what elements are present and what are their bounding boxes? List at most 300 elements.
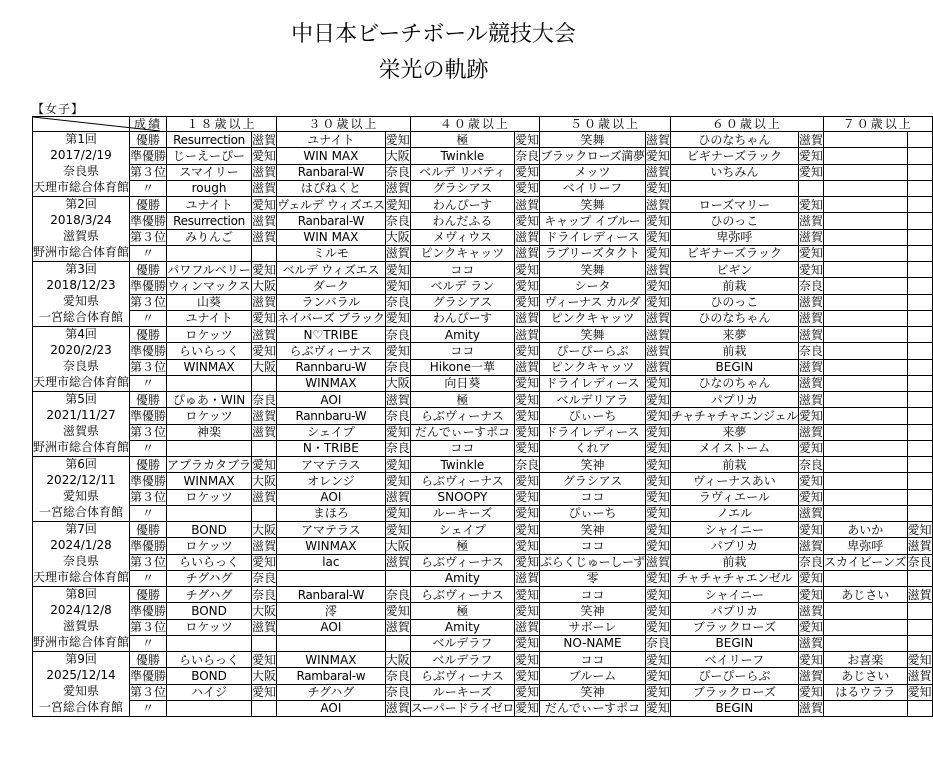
rank-cell: 準優勝 [130, 213, 167, 228]
team-prefecture [907, 245, 932, 261]
meet-prefecture: 奈良県 [63, 554, 100, 568]
team-name: ユナイト [167, 310, 252, 326]
meet-date: 2022/12/11 [46, 473, 116, 487]
team-name [823, 164, 907, 180]
team-name: BOND [167, 668, 252, 684]
team-name: 極 [410, 538, 514, 554]
team-name: ぴぃーち [540, 505, 646, 521]
rank-cell: 〃 [130, 180, 167, 196]
meet-number: 第4回 [65, 327, 97, 341]
team-prefecture: 愛知 [645, 457, 670, 472]
rank-cell: 〃 [130, 635, 167, 651]
team-name [167, 245, 252, 261]
result-row [33, 343, 933, 359]
team-name: ブルーム [540, 668, 646, 684]
team-prefecture: 滋賀 [385, 620, 410, 635]
team-prefecture: 愛知 [645, 587, 670, 602]
team-name [823, 489, 907, 505]
team-name: AOI [277, 700, 386, 716]
result-row [33, 700, 933, 716]
team-prefecture: 滋賀 [798, 311, 823, 326]
team-name: 零 [540, 570, 646, 586]
team-prefecture [907, 262, 932, 278]
team-name: Ranbaral-W [277, 587, 386, 603]
team-name: 笑神 [540, 684, 646, 700]
team-name: ピンクキャッツ [410, 245, 514, 261]
team-name: Twinkle [410, 457, 514, 473]
team-name: スカイビーンズ [823, 555, 907, 570]
team-prefecture: 愛知 [645, 408, 670, 423]
result-row [33, 310, 933, 326]
meet-number: 第9回 [65, 652, 97, 666]
team-prefecture: 愛知 [515, 213, 540, 228]
team-name: 笑舞 [540, 327, 646, 343]
team-prefecture: 愛知 [515, 181, 540, 196]
result-row [33, 652, 933, 668]
team-name: ぴぃーち [540, 408, 646, 424]
meet-number: 第8回 [65, 587, 97, 601]
team-name: 卑弥呼 [670, 229, 798, 245]
team-prefecture [907, 359, 932, 375]
team-name: スマイリー [167, 164, 252, 180]
team-name: らぶヴィーナス [410, 554, 514, 570]
team-name [823, 229, 907, 245]
team-prefecture: 愛知 [798, 197, 823, 212]
team-prefecture: 愛知 [515, 555, 540, 570]
team-name: ぴーぴーらぶ [670, 668, 798, 684]
team-prefecture: 大阪 [252, 522, 277, 537]
meet-prefecture: 愛知県 [63, 489, 100, 503]
header-row [33, 117, 933, 132]
team-name: WINMAX [167, 359, 252, 375]
team-prefecture: 愛知 [798, 408, 823, 423]
meet-info [33, 392, 130, 457]
team-name [167, 505, 252, 521]
team-name [823, 278, 907, 294]
team-prefecture: 滋賀 [515, 620, 540, 635]
header-age-4: ５０歳以上 [540, 117, 671, 132]
team-prefecture: 愛知 [252, 685, 277, 700]
team-name: らぶヴィーナス [410, 668, 514, 684]
team-name: ユナイト [277, 132, 386, 148]
meet-number: 第2回 [65, 197, 97, 211]
team-prefecture: 愛知 [252, 652, 277, 667]
team-prefecture: 愛知 [515, 473, 540, 488]
team-prefecture: 愛知 [385, 603, 410, 618]
team-prefecture: 愛知 [645, 668, 670, 683]
team-prefecture [907, 473, 932, 489]
team-prefecture [907, 440, 932, 456]
rank-cell: 準優勝 [130, 408, 167, 423]
team-prefecture: 滋賀 [798, 360, 823, 375]
meet-info [33, 457, 130, 522]
team-prefecture: 愛知 [645, 685, 670, 700]
meet-info [33, 327, 130, 392]
result-row [33, 522, 933, 538]
meet-date: 2024/12/8 [50, 603, 112, 617]
team-prefecture: 愛知 [645, 376, 670, 391]
result-row [33, 180, 933, 196]
team-prefecture: 滋賀 [252, 425, 277, 440]
team-name [277, 570, 386, 586]
team-name: Amity [410, 619, 514, 635]
diagonal-line [33, 117, 160, 131]
team-name: スーパードライゼロ [410, 701, 515, 716]
team-prefecture [907, 213, 932, 229]
team-name: ココ [540, 652, 646, 668]
rank-cell: 準優勝 [130, 538, 167, 553]
rank-cell: 第３位 [130, 360, 167, 375]
team-name: ドライレディース [540, 424, 646, 440]
team-prefecture: 愛知 [385, 506, 410, 521]
team-prefecture [907, 489, 932, 505]
team-prefecture: 滋賀 [515, 327, 540, 342]
meet-info [33, 132, 130, 197]
header-age-2: ３０歳以上 [277, 117, 411, 132]
meet-date: 2021/11/27 [46, 408, 116, 422]
team-prefecture: 奈良 [798, 555, 823, 570]
team-name: ミルモ [277, 245, 386, 261]
team-name: 笑神 [540, 457, 646, 473]
page-subtitle: 栄光の軌跡 [378, 58, 489, 83]
team-name [823, 148, 907, 164]
team-prefecture: 奈良 [385, 587, 410, 602]
meet-prefecture: 滋賀県 [63, 229, 100, 243]
team-prefecture [907, 310, 932, 326]
team-name: ベルデ ウィズエス [277, 262, 386, 278]
team-name [823, 213, 907, 229]
rank-cell: 優勝 [130, 457, 167, 473]
team-prefecture: 愛知 [645, 620, 670, 635]
team-name [823, 327, 907, 343]
team-name: ドライレディース [540, 375, 646, 391]
team-name: チグハグ [167, 570, 252, 586]
team-name [823, 408, 907, 424]
team-name: 極 [410, 132, 514, 148]
team-prefecture: 愛知 [252, 197, 277, 212]
team-prefecture: 滋賀 [252, 230, 277, 245]
team-prefecture [252, 635, 277, 651]
team-prefecture: 愛知 [645, 522, 670, 537]
result-row [33, 440, 933, 456]
result-row [33, 603, 933, 619]
meet-venue: 一宮総合体育館 [39, 505, 124, 519]
team-prefecture: 愛知 [798, 685, 823, 700]
team-prefecture [907, 375, 932, 391]
team-name: ロケッツ [167, 489, 252, 505]
team-name: ネイバーズ ブラック [277, 311, 385, 326]
team-name: Ranbaral-W [277, 213, 386, 229]
team-prefecture: 奈良 [252, 392, 277, 407]
team-prefecture [252, 505, 277, 521]
team-name: N♡TRIBE [277, 327, 386, 343]
team-prefecture: 滋賀 [645, 165, 670, 180]
team-name: パプリカ [670, 538, 798, 554]
meet-venue: 一宮総合体育館 [39, 310, 124, 324]
team-name: ハイジ [167, 684, 252, 700]
team-prefecture: 愛知 [645, 278, 670, 293]
team-prefecture: 滋賀 [798, 506, 823, 521]
team-prefecture: 愛知 [798, 441, 823, 456]
team-prefecture: 滋賀 [385, 246, 410, 261]
team-name: ビギナーズラック [670, 245, 798, 261]
team-name: ココ [540, 587, 646, 603]
team-name [823, 570, 907, 586]
rank-cell: 優勝 [130, 197, 167, 213]
team-name: AOI [277, 392, 386, 408]
team-prefecture: 愛知 [385, 132, 410, 147]
team-name: アプラカタブラ [167, 457, 252, 472]
team-prefecture: 滋賀 [385, 490, 410, 505]
team-name: くれア [540, 440, 646, 456]
team-name [823, 457, 907, 473]
team-name: ベルデリアラ [540, 392, 646, 408]
team-prefecture: 滋賀 [907, 668, 932, 683]
team-prefecture: 奈良 [798, 278, 823, 293]
team-name: ブラックローズ [670, 684, 798, 700]
team-name: まほろ [277, 505, 386, 521]
team-name [167, 375, 252, 391]
team-name: 笑舞 [540, 197, 646, 213]
meet-number: 第3回 [65, 262, 97, 276]
result-row [33, 684, 933, 700]
team-name: ひのなちゃん [670, 310, 798, 326]
team-name: ダーク [277, 278, 386, 294]
team-name: 前栽 [670, 343, 798, 359]
team-prefecture: 滋賀 [798, 392, 823, 407]
team-prefecture: 愛知 [798, 620, 823, 635]
team-name: あじさい [823, 668, 907, 684]
result-row [33, 392, 933, 408]
team-prefecture: 滋賀 [252, 490, 277, 505]
team-name: らぶヴィーナス [277, 343, 386, 359]
team-prefecture: 愛知 [515, 392, 540, 407]
meet-venue: 天理市総合体育館 [33, 180, 130, 194]
team-prefecture: 滋賀 [798, 132, 823, 147]
team-name: グラシアス [410, 294, 514, 310]
team-name: わんぴーす [410, 197, 514, 213]
category-label: 【女子】 [32, 102, 85, 116]
team-prefecture: 愛知 [645, 538, 670, 553]
team-prefecture [907, 278, 932, 294]
team-name: WIN MAX [277, 148, 386, 164]
meet-date: 2024/1/28 [50, 538, 112, 552]
result-row [33, 635, 933, 651]
team-name: ヴェルデ ウィズエス [277, 197, 385, 212]
team-name [823, 440, 907, 456]
team-name: ウィンマックス [167, 278, 251, 293]
team-name [823, 343, 907, 359]
team-prefecture: 愛知 [798, 246, 823, 261]
team-prefecture: 奈良 [385, 441, 410, 456]
team-name: WINMAX [277, 375, 386, 391]
team-prefecture: 愛知 [515, 522, 540, 537]
team-name: BEGIN [670, 700, 798, 716]
team-name: ぴーぴーらぶ [540, 343, 646, 359]
meet-number: 第1回 [65, 132, 97, 146]
team-prefecture: 愛知 [515, 278, 540, 293]
team-name: チャチャチャエンジェル [670, 408, 798, 423]
team-name: ピンクキャッツ [540, 359, 646, 375]
team-name [823, 310, 907, 326]
rank-cell: 第３位 [130, 490, 167, 505]
team-name: WINMAX [167, 473, 252, 489]
team-prefecture: 大阪 [252, 603, 277, 618]
result-row [33, 132, 933, 148]
team-prefecture: 愛知 [252, 457, 277, 472]
team-name: らいらっく [167, 652, 252, 668]
team-prefecture: 愛知 [385, 262, 410, 277]
team-name: キャップ イブルー [540, 213, 646, 229]
rank-cell: 第３位 [130, 425, 167, 440]
result-row [33, 359, 933, 375]
team-name: はぴねくと [277, 180, 386, 196]
team-prefecture: 滋賀 [645, 311, 670, 326]
team-name [277, 635, 386, 651]
team-prefecture: 滋賀 [645, 262, 670, 277]
team-prefecture [385, 635, 410, 651]
team-name: Amity [410, 327, 514, 343]
meet-venue: 野洲市総合体育館 [33, 245, 130, 259]
team-name [823, 505, 907, 521]
rank-cell: 〃 [130, 570, 167, 586]
team-name: BEGIN [670, 635, 798, 651]
team-name: ひのなちゃん [670, 132, 798, 148]
rank-cell: 〃 [130, 245, 167, 261]
team-name: じーえーぴー [167, 148, 252, 164]
team-prefecture [907, 570, 932, 586]
team-prefecture: 大阪 [385, 538, 410, 553]
team-prefecture: 大阪 [252, 473, 277, 488]
team-name [823, 132, 907, 148]
team-name: グラシアス [540, 473, 646, 489]
team-prefecture [252, 375, 277, 391]
team-prefecture: 滋賀 [798, 376, 823, 391]
team-name: サボーレ [540, 619, 646, 635]
team-name: はるウララ [823, 684, 907, 700]
team-name: らぶヴィーナス [410, 473, 514, 489]
team-prefecture: 滋賀 [645, 343, 670, 358]
result-row [33, 668, 933, 684]
team-prefecture: 愛知 [515, 132, 540, 147]
team-prefecture: 滋賀 [645, 327, 670, 342]
team-name: ピンクキャッツ [540, 310, 646, 326]
team-name: WINMAX [277, 652, 386, 668]
team-name: ひのっこ [670, 294, 798, 310]
team-name: あいか [823, 522, 907, 538]
team-prefecture: 愛知 [515, 490, 540, 505]
team-prefecture [907, 457, 932, 473]
team-name: ココ [410, 440, 514, 456]
team-prefecture: 愛知 [252, 343, 277, 358]
meet-number: 第5回 [65, 392, 97, 406]
team-name: シャイニー [670, 587, 798, 603]
team-name [823, 359, 907, 375]
team-name: あじさい [823, 587, 907, 603]
team-prefecture [907, 180, 932, 196]
team-prefecture: 愛知 [798, 262, 823, 277]
team-name: パプリカ [670, 603, 798, 619]
team-prefecture: 滋賀 [645, 555, 670, 570]
team-name [823, 603, 907, 619]
team-name: 山葵 [167, 294, 252, 310]
team-prefecture: 愛知 [385, 522, 410, 537]
meet-prefecture: 奈良県 [63, 359, 100, 373]
team-prefecture: 滋賀 [252, 165, 277, 180]
rank-cell: 〃 [130, 310, 167, 326]
rank-cell: 〃 [130, 375, 167, 391]
result-row [33, 538, 933, 554]
team-name: ラヴィエール [670, 489, 798, 505]
team-prefecture: 奈良 [385, 295, 410, 310]
team-name: らいらっく [167, 554, 252, 570]
team-name: アマテラス [277, 522, 386, 538]
team-name [670, 180, 798, 196]
team-name [823, 473, 907, 489]
team-prefecture: 滋賀 [798, 425, 823, 440]
team-prefecture: 愛知 [515, 165, 540, 180]
team-name: Ranbaral-W [277, 164, 386, 180]
team-name [823, 245, 907, 261]
meet-info [33, 587, 130, 652]
team-prefecture: 奈良 [252, 587, 277, 602]
team-prefecture: 愛知 [385, 278, 410, 293]
team-prefecture: 滋賀 [798, 295, 823, 310]
team-prefecture: 滋賀 [798, 538, 823, 553]
meet-info [33, 197, 130, 262]
meet-number: 第7回 [65, 522, 97, 536]
team-name: 前栽 [670, 554, 798, 570]
team-prefecture: 愛知 [645, 246, 670, 261]
team-name: だんでぃーすポコ [540, 700, 646, 716]
team-prefecture: 愛知 [645, 473, 670, 488]
team-name: ベルデ リバティ [410, 164, 514, 180]
result-row [33, 294, 933, 310]
result-row [33, 327, 933, 343]
meet-prefecture: 滋賀県 [63, 424, 100, 438]
team-prefecture: 愛知 [515, 376, 540, 391]
team-name: らぶヴィーナス [410, 408, 514, 424]
team-prefecture: 愛知 [645, 213, 670, 228]
team-prefecture [907, 343, 932, 359]
team-prefecture: 愛知 [515, 701, 540, 716]
meet-date: 2017/2/19 [50, 148, 112, 162]
team-name [823, 294, 907, 310]
rank-cell: 〃 [130, 440, 167, 456]
team-name: ココ [410, 262, 514, 278]
team-prefecture: 大阪 [385, 230, 410, 245]
rank-cell: 〃 [130, 700, 167, 716]
rank-cell: 準優勝 [130, 278, 167, 293]
team-prefecture: 愛知 [798, 490, 823, 505]
team-name: ぴゅあ・WIN [167, 392, 252, 408]
team-name: オレンジ [277, 473, 386, 489]
team-prefecture: 愛知 [515, 538, 540, 553]
rank-cell: 優勝 [130, 262, 167, 278]
team-prefecture: 大阪 [385, 376, 410, 391]
team-prefecture: 滋賀 [252, 327, 277, 342]
team-prefecture: 奈良 [907, 555, 932, 570]
team-name: ノエル [670, 505, 798, 521]
team-prefecture: 奈良 [385, 685, 410, 700]
result-row [33, 505, 933, 521]
team-prefecture [907, 197, 932, 213]
team-prefecture: 滋賀 [515, 246, 540, 261]
team-prefecture: 奈良 [385, 213, 410, 228]
team-name: AOI [277, 489, 386, 505]
team-prefecture [907, 700, 932, 716]
team-prefecture: 滋賀 [385, 701, 410, 716]
